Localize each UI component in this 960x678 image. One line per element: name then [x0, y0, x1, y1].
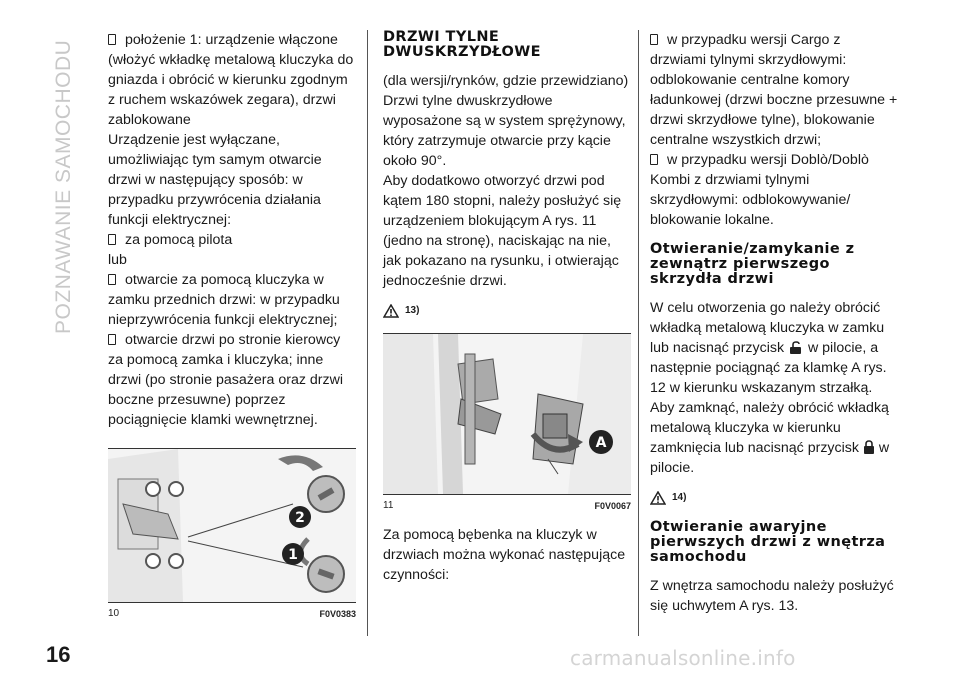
paragraph: Aby zamknąć, należy obrócić wkładką metalową kluczyka w kierunku zamknięcia lub nacisnąć przycisk w pilocie.: [650, 400, 890, 476]
bullet-item: położenie 1: urządzenie włączone (włożyć wkładkę metalową kluczyka do gniazda i obrócić w kierunku zgodnym z ruchem wskazówek zegara), drzwi zablokowane: [108, 32, 354, 128]
column-3: [650, 30, 900, 616]
bullet-item: za pomocą pilota: [108, 230, 356, 250]
section-heading: DRZWI TYLNE DWUSKRZYDŁOWE: [383, 29, 541, 60]
figure-code: F0V0383: [319, 609, 356, 619]
figure-10-image: [108, 448, 356, 603]
page-number: 16: [46, 642, 71, 667]
figure-label-a: A: [595, 435, 607, 451]
checkbox-bullet-icon: [108, 334, 116, 345]
paragraph: lub: [108, 252, 127, 268]
section-heading: Otwieranie awaryjne pierwszych drzwi z wnętrza samochodu: [650, 519, 886, 565]
paragraph: W celu otworzenia go należy obrócić wkładką metalową kluczyka w zamku lub nacisnąć przycisk w pilocie, a następnie pociągnąć za klamkę A rys. 12 w kierunku wskazanym strzałką.: [650, 300, 887, 396]
bullet-item: otwarcie drzwi po stronie kierowcy za pomocą zamka i kluczyka; inne drzwi (po stronie pasażera oraz drzwi boczne przesuwne) poprzez pociągnięcie klamki wewnętrznej.: [108, 332, 343, 428]
checkbox-bullet-icon: [650, 34, 658, 45]
section-heading: Otwieranie/zamykanie z zewnątrz pierwszego skrzydła drzwi: [650, 241, 855, 287]
paragraph: Urządzenie jest wyłączane, umożliwiając tym samym otwarcie drzwi w następujący sposób: w przypadku przywrócenia działania funkcji elektrycznej:: [108, 132, 322, 228]
checkbox-bullet-icon: [108, 274, 116, 285]
checkbox-bullet-icon: [650, 154, 658, 165]
column-divider-1: [367, 30, 368, 636]
figure-caption: [383, 499, 631, 513]
warning-triangle-icon: [383, 304, 399, 318]
column-1: [108, 30, 356, 621]
paragraph: (dla wersji/rynków, gdzie przewidziano) Drzwi tylne dwuskrzydłowe wyposażone są w system sprężynowy, który zatrzymuje otwarcie przy kącie około 90°.: [383, 73, 629, 169]
warning-reference: 14): [650, 488, 900, 508]
checkbox-bullet-icon: [108, 34, 116, 45]
paragraph: Z wnętrza samochodu należy posłużyć się uchwytem A rys. 13.: [650, 578, 894, 614]
paragraph: Za pomocą bębenka na kluczyk w drzwiach można wykonać następujące czynności:: [383, 527, 626, 583]
warning-triangle-icon: [650, 491, 666, 505]
section-side-title: POZNAWANIE SAMOCHODU: [52, 39, 75, 334]
bullet-item: w przypadku wersji Doblò/Doblò Kombi z drzwiami tylnymi skrzydłowymi: odblokowywanie/ blokowanie lokalne.: [650, 152, 869, 228]
figure-number: 10: [108, 608, 120, 619]
bullet-item: w przypadku wersji Cargo z drzwiami tylnymi skrzydłowymi: odblokowanie centralne komory ładunkowej (drzwi boczne przesuwne + drzwi skrzydłowe tylne), blokowanie centralne wszystkich drzwi;: [650, 32, 898, 148]
figure-number: 11: [383, 500, 394, 511]
bullet-item: otwarcie za pomocą kluczyka w zamku przednich drzwi: w przypadku nieprzywrócenia funkcji elektrycznej;: [108, 272, 340, 328]
figure-11-image: [383, 333, 631, 495]
figure-caption: [108, 607, 356, 621]
unlock-button-icon: [788, 341, 804, 355]
checkbox-bullet-icon: [108, 234, 116, 245]
lock-button-icon: [863, 440, 875, 455]
paragraph: Aby dodatkowo otworzyć drzwi pod kątem 180 stopni, należy posłużyć się urządzeniem blokującym A rys. 11 (jedno na stronę), naciskając na nie, jak pokazano na rysunku, i otwierając jednocześnie drzwi.: [383, 173, 622, 289]
watermark: carmanualsonline.info: [570, 646, 796, 670]
column-2: [383, 30, 631, 585]
warning-reference: 13): [383, 301, 631, 321]
figure-label-1: 1: [288, 547, 298, 563]
figure-code: F0V0067: [594, 501, 631, 511]
figure-label-2: 2: [295, 510, 305, 526]
column-divider-2: [638, 30, 639, 636]
